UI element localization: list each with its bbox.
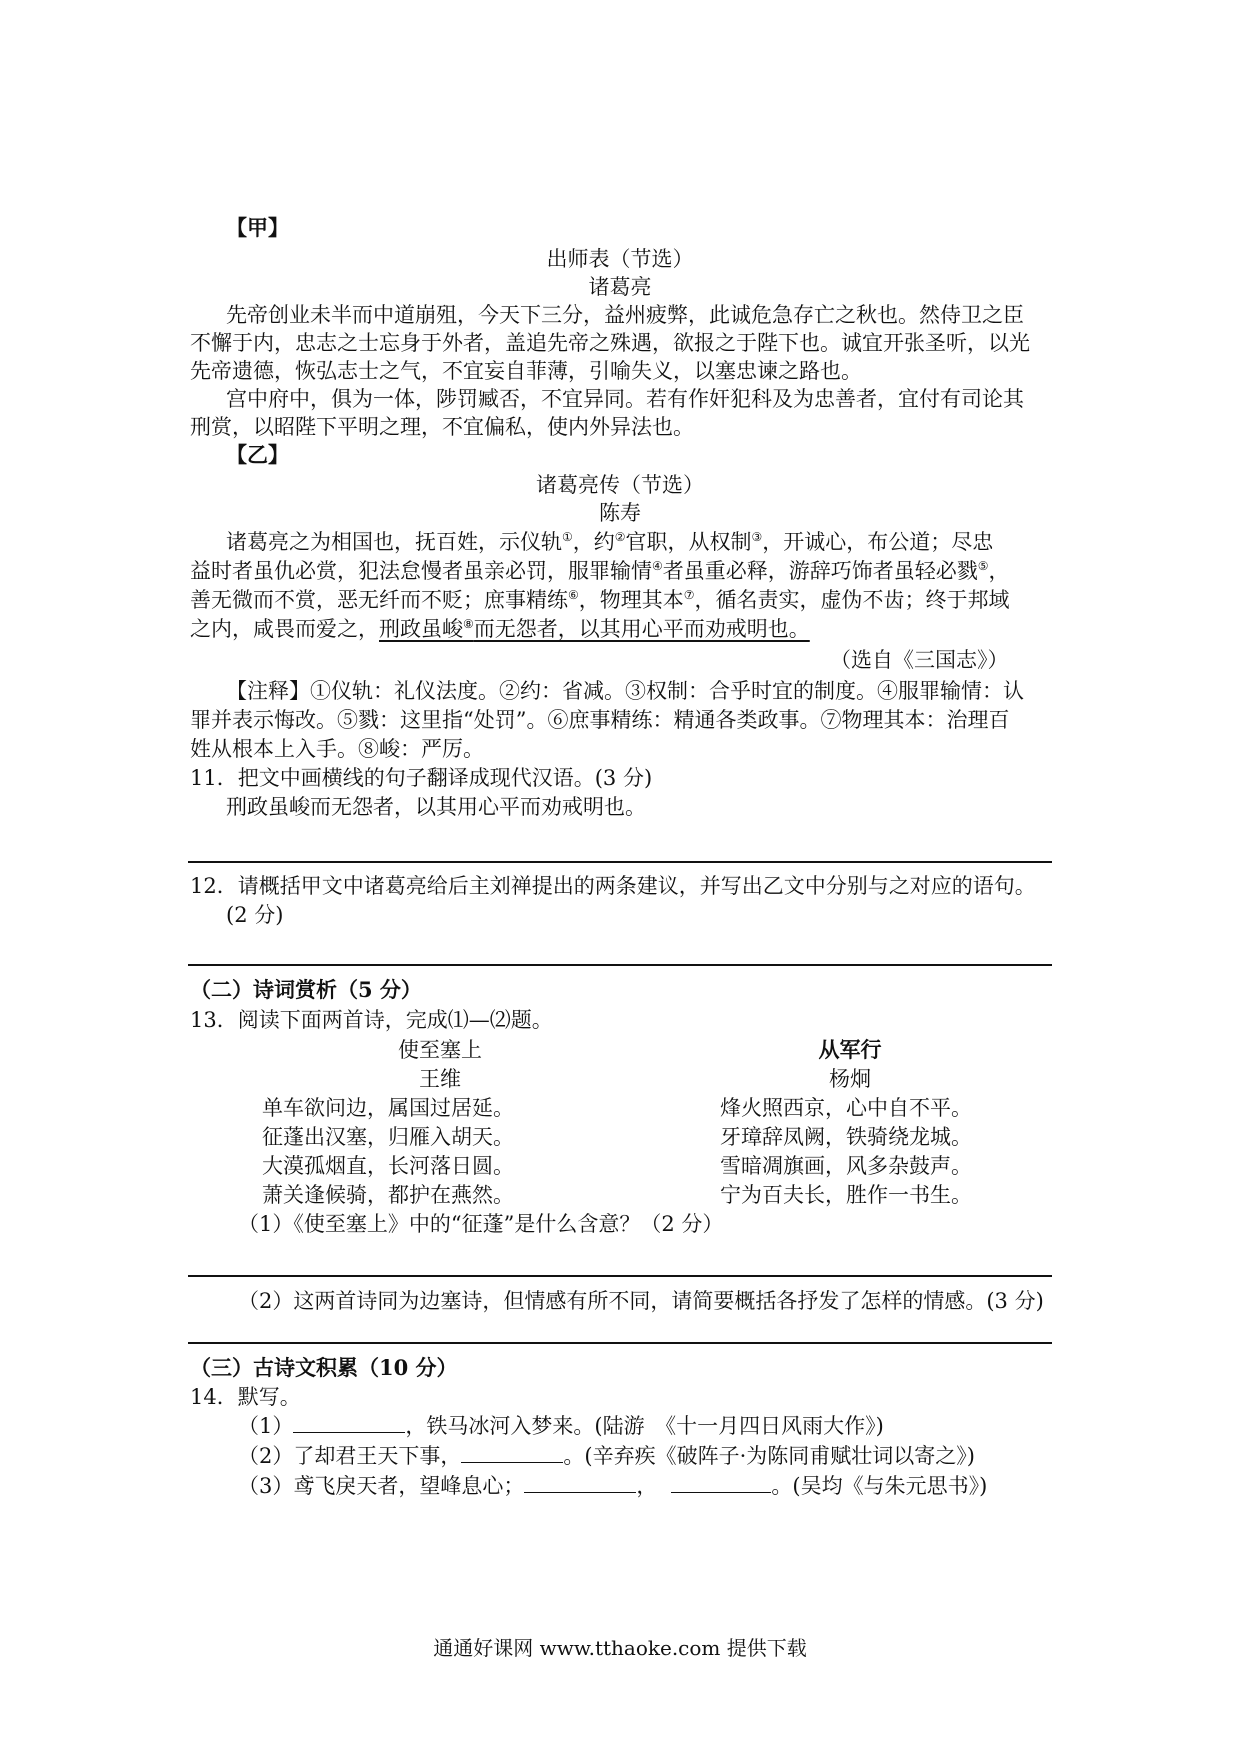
poem1-line1: 单车欲问边，属国过居延。 bbox=[262, 1096, 514, 1120]
yi-line1 bbox=[226, 528, 993, 556]
yi-line4 bbox=[190, 615, 810, 643]
yi-title: 诸葛亮传（节选） bbox=[536, 473, 704, 497]
underlined-sentence bbox=[379, 617, 810, 641]
underlined-part-2: 而无怨者，以其用心平而劝戒明也。 bbox=[473, 617, 810, 641]
q13-stem: 13．阅读下面两首诗，完成⑴—⑵题。 bbox=[190, 1008, 553, 1032]
yi-line3-c: ，循名责实，虚伪不齿；终于邦域 bbox=[694, 588, 1010, 612]
poem1-line4: 萧关逢候骑，都护在燕然。 bbox=[262, 1183, 514, 1207]
q14-2-text-a: （2）了却君王天下事， bbox=[238, 1444, 462, 1468]
q14-1 bbox=[238, 1412, 884, 1440]
note-ref-3: ③ bbox=[751, 530, 763, 544]
notes-line3: 姓从根本上入手。⑧峻：严厉。 bbox=[190, 737, 484, 761]
yi-line1-d: ，开诚心，布公道；尽忠 bbox=[762, 530, 994, 554]
jia-p1-line3: 先帝遗德，恢弘志士之气，不宜妄自菲薄，引喻失义，以塞忠谏之路也。 bbox=[190, 359, 862, 383]
notes-line1: 【注释】①仪轨：礼仪法度。②约：省减。③权制：合乎时宜的制度。④服罪输情：认 bbox=[226, 679, 1024, 703]
note-ref-6: ⑥ bbox=[568, 588, 579, 602]
poem2-line3: 雪暗凋旗画，风多杂鼓声。 bbox=[720, 1154, 972, 1178]
q14-2 bbox=[238, 1442, 975, 1470]
jia-title: 出师表（节选） bbox=[546, 247, 694, 271]
note-ref-8: ⑧ bbox=[463, 617, 474, 631]
jia-p2-line1: 宫中府中，俱为一体，陟罚臧否，不宜异同。若有作奸犯科及为忠善者，宜付有司论其 bbox=[226, 387, 1024, 411]
q14-3-blank-2[interactable] bbox=[671, 1474, 771, 1493]
yi-line1-c: 官职，从权制 bbox=[625, 530, 752, 554]
poem1-line2: 征蓬出汉塞，归雁入胡天。 bbox=[262, 1125, 514, 1149]
q14-stem: 14．默写。 bbox=[190, 1385, 301, 1409]
q12-answer-line[interactable] bbox=[188, 964, 1052, 966]
poem2-title: 从军行 bbox=[818, 1037, 882, 1062]
poem2-line4: 宁为百夫长，胜作一书生。 bbox=[720, 1183, 972, 1207]
note-ref-4: ④ bbox=[652, 559, 663, 573]
q14-2-blank[interactable] bbox=[461, 1444, 563, 1463]
poem2-line2: 牙璋辞凤阙，铁骑绕龙城。 bbox=[720, 1125, 972, 1149]
jia-p1-line1: 先帝创业未半而中道崩殂，今天下三分，益州疲弊，此诚危急存亡之秋也。然侍卫之臣 bbox=[226, 303, 1024, 327]
jia-author: 诸葛亮 bbox=[588, 275, 652, 299]
note-ref-1: ① bbox=[562, 530, 573, 544]
q14-1-text: ，铁马冰河入梦来。(陆游 《十一月四日风雨大作》) bbox=[405, 1414, 884, 1438]
page-footer: 通通好课网 www.tthaoke.com 提供下载 bbox=[433, 1636, 807, 1660]
q12-stem: 12．请概括甲文中诸葛亮给后主刘禅提出的两条建议，并写出乙文中分别与之对应的语句。 bbox=[190, 874, 1036, 898]
yi-line3 bbox=[190, 586, 1010, 614]
yi-line3-a: 善无微而不赏，恶无纤而不贬；庶事精练 bbox=[190, 588, 568, 612]
jia-p1-line2: 不懈于内，忠志之士忘身于外者，盖追先帝之殊遇，欲报之于陛下也。诚宜开张圣听，以光 bbox=[190, 331, 1030, 355]
jia-p2-line2: 刑赏，以昭陛下平明之理，不宜偏私，使内外异法也。 bbox=[190, 415, 694, 439]
q14-3-text-c: 。(吴均《与朱元思书》) bbox=[771, 1474, 988, 1498]
yi-source: （选自《三国志》） bbox=[830, 648, 1009, 672]
q14-3 bbox=[238, 1472, 987, 1500]
q13-2-answer-line[interactable] bbox=[188, 1342, 1052, 1344]
q11-stem: 11．把文中画横线的句子翻译成现代汉语。(3 分) bbox=[190, 766, 653, 790]
q11-sentence: 刑政虽峻而无怨者，以其用心平而劝戒明也。 bbox=[226, 795, 646, 819]
yi-line2-b: 者虽重必释，游辞巧饰者虽轻必戮 bbox=[662, 559, 978, 583]
section2-heading: （二）诗词赏析（5 分） bbox=[190, 977, 422, 1002]
jia-label: 【甲】 bbox=[226, 215, 289, 240]
q14-3-comma: ， bbox=[636, 1474, 658, 1498]
q11-answer-line[interactable] bbox=[188, 861, 1052, 863]
yi-line1-b: ，约 bbox=[572, 530, 615, 554]
poem2-author: 杨炯 bbox=[829, 1067, 871, 1091]
notes-line2: 罪并表示悔改。⑤戮：这里指“处罚”。⑥庶事精练：精通各类政事。⑦物理其本：治理百 bbox=[190, 708, 1010, 732]
poem1-title: 使至塞上 bbox=[398, 1038, 482, 1062]
q14-2-text-b: 。(辛弃疾《破阵子·为陈同甫赋壮词以寄之》) bbox=[563, 1444, 975, 1468]
q14-3-text-a: （3）鸢飞戾天者，望峰息心； bbox=[238, 1474, 525, 1498]
q12-score: (2 分) bbox=[226, 903, 284, 927]
yi-line4-a: 之内，咸畏而爱之， bbox=[190, 617, 379, 641]
note-ref-7: ⑦ bbox=[683, 588, 695, 602]
yi-line2 bbox=[190, 557, 1010, 585]
q14-1-number: （1） bbox=[238, 1414, 294, 1438]
q14-1-blank[interactable] bbox=[293, 1414, 405, 1433]
yi-label: 【乙】 bbox=[226, 442, 289, 467]
yi-line1-a: 诸葛亮之为相国也，抚百姓，示仪轨 bbox=[226, 530, 562, 554]
poem2-line1: 烽火照西京，心中自不平。 bbox=[720, 1096, 972, 1120]
note-ref-2: ② bbox=[614, 530, 626, 544]
section3-heading: （三）古诗文积累（10 分） bbox=[190, 1355, 458, 1380]
yi-line3-b: ，物理其本 bbox=[578, 588, 684, 612]
q14-3-blank-1[interactable] bbox=[524, 1474, 636, 1493]
underlined-part-1: 刑政虽峻 bbox=[379, 617, 463, 641]
poem1-line3: 大漠孤烟直，长河落日圆。 bbox=[262, 1154, 514, 1178]
yi-line2-c: ， bbox=[988, 559, 1010, 583]
q13-1-stem: （1）《使至塞上》中的“征蓬”是什么含意？（2 分） bbox=[238, 1212, 724, 1236]
note-ref-5: ⑤ bbox=[977, 559, 989, 573]
q13-1-answer-line[interactable] bbox=[188, 1275, 1052, 1277]
q13-2-stem: （2）这两首诗同为边塞诗，但情感有所不同，请简要概括各抒发了怎样的情感。(3 分) bbox=[238, 1289, 1044, 1313]
yi-author: 陈寿 bbox=[599, 501, 641, 525]
poem1-author: 王维 bbox=[419, 1067, 461, 1091]
yi-line2-a: 益时者虽仇必赏，犯法怠慢者虽亲必罚，服罪输情 bbox=[190, 559, 652, 583]
